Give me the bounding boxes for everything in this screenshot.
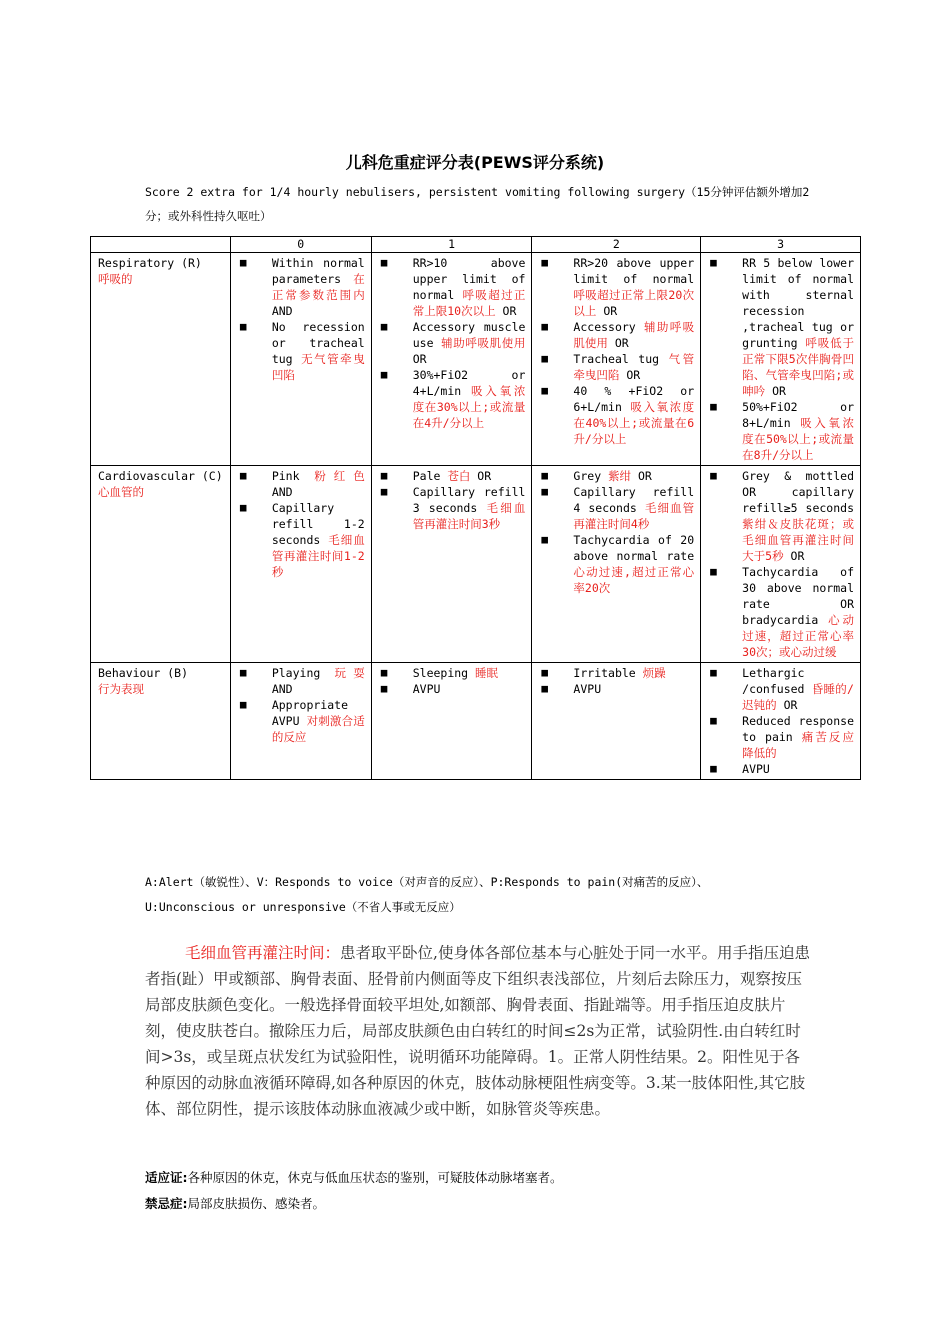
category-label-en: Cardiovascular (C) — [98, 469, 223, 483]
category-label-cn: 呼吸的 — [98, 272, 133, 286]
criteria-cn: 毛细血管再灌注时间1-2秒 — [271, 533, 365, 579]
criteria-cn: 粉红色 — [314, 469, 365, 483]
contraindications-label: 禁忌症: — [145, 1196, 188, 1211]
criteria-en: Tachycardia of 30 above normal rate OR bradycardia — [742, 565, 854, 627]
criteria-list — [701, 253, 860, 465]
criteria-connector: AND — [271, 304, 293, 318]
score-cell — [371, 663, 532, 780]
criteria-en: Capillary refill 1-2 seconds — [271, 501, 365, 547]
indications-text: 各种原因的休克，休克与低血压状态的鉴别，可疑肢体动脉堵塞者。 — [187, 1170, 563, 1185]
indications-line — [145, 1165, 825, 1191]
criteria-cn: 呼吸超过正常上限10次以上 — [412, 288, 526, 318]
criteria-en: Accessory — [573, 320, 636, 334]
criteria-en: Reduced response to pain — [742, 714, 854, 744]
criteria-list — [231, 663, 371, 747]
criteria-item — [378, 367, 526, 431]
criteria-list — [532, 663, 700, 699]
criteria-connector: OR — [790, 549, 805, 563]
score-cell — [532, 663, 701, 780]
score-cell — [230, 253, 371, 466]
criteria-cn: 痛苦反应降低的 — [742, 730, 854, 760]
criteria-list — [701, 663, 860, 779]
criteria-en: Playing — [271, 666, 321, 680]
criteria-cn: 吸入氧浓度在30%以上;或流量在4升/分以上 — [412, 384, 526, 430]
criteria-cn: 紫绀 — [608, 469, 632, 483]
indications-label: 适应证: — [145, 1170, 188, 1185]
criteria-connector: AND — [271, 682, 293, 696]
criteria-item — [707, 468, 854, 564]
criteria-item — [378, 319, 526, 367]
criteria-item — [237, 468, 365, 500]
criteria-en: Capillary refill 3 seconds — [412, 485, 526, 515]
criteria-item — [707, 399, 854, 463]
criteria-cn: 毛细血管再灌注时间3秒 — [412, 501, 526, 531]
pews-score-table — [90, 236, 861, 780]
criteria-list — [372, 663, 532, 699]
criteria-cn: 苍白 — [447, 469, 471, 483]
criteria-cn: 气管牵曳凹陷 — [573, 352, 695, 382]
legend-line: A:Alert（敏锐性）、V：Responds to voice（对声音的反应）、P:Responds to pain(对痛苦的反应）、 — [145, 875, 709, 889]
criteria-cn: 辅助呼吸肌使用 — [441, 336, 526, 350]
category-cell — [91, 253, 231, 466]
criteria-en: Grey — [573, 469, 602, 483]
header-cell: 2 — [532, 237, 701, 253]
criteria-en: Pink — [271, 469, 300, 483]
criteria-list — [372, 466, 532, 534]
criteria-cn: 辅助呼吸肌使用 — [573, 320, 695, 350]
criteria-cn: 吸入氧浓度在40%以上;或流量在6升/分以上 — [573, 400, 695, 446]
page-title: 儿科危重症评分表(PEWS评分系统) — [345, 153, 605, 172]
criteria-item — [538, 665, 694, 681]
criteria-list — [532, 253, 700, 449]
criteria-en: Accessory muscle use — [412, 320, 526, 350]
criteria-en: AVPU — [412, 682, 441, 696]
criteria-connector: OR — [477, 469, 492, 483]
table-header-row — [91, 237, 861, 253]
header-cell: 3 — [701, 237, 861, 253]
criteria-connector: OR — [614, 336, 629, 350]
score-cell — [701, 253, 861, 466]
criteria-item — [707, 713, 854, 761]
criteria-item — [237, 319, 365, 383]
criteria-cn: 睡眠 — [475, 666, 499, 680]
criteria-en: Grey & mottled OR capillary refill≥5 seconds — [742, 469, 854, 515]
criteria-cn: 心动过速，超过正常心率30次；或心动过缓 — [742, 613, 854, 659]
criteria-en: Capillary refill 4 seconds — [573, 485, 695, 515]
subtitle-note: Score 2 extra for 1/4 hourly nebulisers, persistent vomiting following surgery（15分钟评估额外增加2分；或外科性持久呕吐） — [145, 185, 810, 223]
score-cell — [230, 466, 371, 663]
criteria-en: 30%+FiO2 or 4+L/min — [412, 368, 526, 398]
criteria-list — [231, 253, 371, 385]
criteria-item — [538, 484, 694, 532]
criteria-cn: 玩耍 — [334, 666, 365, 680]
indications-section — [145, 1165, 825, 1217]
header-cell: 1 — [371, 237, 532, 253]
criteria-item — [707, 255, 854, 399]
criteria-cn: 紫绀＆皮肤花斑；或毛细血管再灌注时间大于5秒 — [742, 517, 854, 563]
category-cell — [91, 663, 231, 780]
criteria-cn: 无气管牵曳凹陷 — [271, 352, 365, 382]
score-cell — [532, 253, 701, 466]
criteria-en: 40 % +FiO2 or 6+L/min — [573, 384, 695, 414]
criteria-connector: OR — [502, 304, 517, 318]
criteria-list — [231, 466, 371, 582]
category-cell — [91, 466, 231, 663]
criteria-connector: OR — [412, 352, 427, 366]
criteria-item — [237, 697, 365, 745]
criteria-cn: 呼吸超过正常上限20次以上 — [573, 288, 695, 318]
score-cell — [230, 663, 371, 780]
criteria-item — [707, 761, 854, 777]
criteria-item — [538, 532, 694, 596]
score-cell — [701, 466, 861, 663]
criteria-item — [707, 665, 854, 713]
criteria-en: Appropriate AVPU — [271, 698, 348, 728]
criteria-list — [372, 253, 532, 433]
criteria-en: AVPU — [742, 762, 770, 776]
criteria-en: Pale — [412, 469, 441, 483]
criteria-cn: 呼吸低于正常下限5次伴胸骨凹陷、气管牵曳凹陷;或呻吟 — [742, 336, 854, 398]
criteria-connector: OR — [626, 368, 641, 382]
criteria-en: Sleeping — [412, 666, 469, 680]
criteria-item — [378, 255, 526, 319]
criteria-cn: 昏睡的/迟钝的 — [742, 682, 854, 712]
score-cell — [532, 466, 701, 663]
criteria-cn: 对刺激合适的反应 — [271, 714, 365, 744]
criteria-en: AVPU — [573, 682, 602, 696]
criteria-en: RR 5 below lower limit of normal with sternal recession ,tracheal tug or grunting — [742, 256, 854, 350]
criteria-item — [538, 319, 694, 351]
criteria-cn: 在正常参数范围内 — [271, 272, 365, 302]
criteria-cn: 烦躁 — [642, 666, 666, 680]
criteria-item — [378, 468, 526, 484]
criteria-en: Tracheal tug — [573, 352, 660, 366]
capillary-refill-paragraph — [145, 940, 810, 1122]
capillary-heading: 毛细血管再灌注时间： — [185, 944, 341, 962]
criteria-item — [538, 255, 694, 319]
category-label-en: Behaviour (B) — [98, 666, 189, 680]
criteria-item — [237, 255, 365, 319]
criteria-cn: 毛细血管再灌注时间4秒 — [573, 501, 695, 531]
category-label-cn: 行为表现 — [98, 682, 144, 696]
legend-line: U:Unconscious or unresponsive（不省人事或无反应） — [145, 900, 461, 914]
table-row — [91, 253, 861, 466]
criteria-en: Tachycardia of 20 above normal rate — [573, 533, 695, 563]
score-cell — [701, 663, 861, 780]
header-cell — [91, 237, 231, 253]
criteria-item — [237, 500, 365, 580]
criteria-cn: 心动过速,超过正常心率20次 — [573, 565, 695, 595]
criteria-item — [378, 665, 526, 681]
criteria-item — [378, 484, 526, 532]
table-row — [91, 466, 861, 663]
criteria-en: Lethargic /confused — [742, 666, 805, 696]
criteria-connector: OR — [603, 304, 618, 318]
criteria-connector: OR — [772, 384, 786, 398]
criteria-cn: 吸入氧浓度在50%以上;或流量在8升/分以上 — [742, 416, 854, 462]
criteria-en: RR>20 above upper limit of normal — [573, 256, 695, 286]
avpu-legend — [145, 870, 825, 920]
criteria-en: Irritable — [573, 666, 636, 680]
score-cell — [371, 253, 532, 466]
score-cell — [371, 466, 532, 663]
criteria-en: RR>10 above upper limit of normal — [412, 256, 526, 302]
criteria-item — [707, 564, 854, 660]
category-label-cn: 心血管的 — [98, 485, 144, 499]
criteria-item — [538, 681, 694, 697]
capillary-text: 患者取平卧位,使身体各部位基本与心脏处于同一水平。用手指压迫患者指(趾）甲或额部、胸骨表面、胫骨前内侧面等皮下组织表浅部位，片刻后去除压力，观察按压局部皮肤颜色变化。一般选择骨面较平坦处,如额部、胸骨表面、指趾端等。用手指压迫皮肤片刻，使皮肤苍白。撤除压力后，局部皮肤颜色由白转红的时间≤2s为正常，试验阴性.由白转红时间>3s，或呈斑点状发红为试验阳性，说明循环功能障碍。1。正常人阴性结果。2。阳性见于各种原因的动脉血液循环障碍,如各种原因的休克，肢体动脉梗阻性病变等。3.某一肢体阳性,其它肢体、部位阴性，提示该肢体动脉血液减少或中断，如脉管炎等疾患。 — [145, 944, 810, 1118]
table-row — [91, 663, 861, 780]
criteria-en: Within normal parameters — [271, 256, 365, 286]
category-label-en: Respiratory (R) — [98, 256, 202, 270]
criteria-item — [237, 665, 365, 697]
criteria-connector: OR — [638, 469, 652, 483]
criteria-item — [538, 468, 694, 484]
criteria-list — [701, 466, 860, 662]
header-cell: 0 — [230, 237, 371, 253]
criteria-item — [538, 383, 694, 447]
contraindications-text: 局部皮肤损伤、感染者。 — [187, 1196, 326, 1211]
criteria-en: No recession or tracheal tug — [271, 320, 365, 366]
criteria-list — [532, 466, 700, 598]
criteria-en: 50%+FiO2 or 8+L/min — [742, 400, 854, 430]
contraindications-line — [145, 1191, 825, 1217]
criteria-connector: OR — [783, 698, 798, 712]
criteria-item — [378, 681, 526, 697]
criteria-connector: AND — [271, 485, 293, 499]
criteria-item — [538, 351, 694, 383]
